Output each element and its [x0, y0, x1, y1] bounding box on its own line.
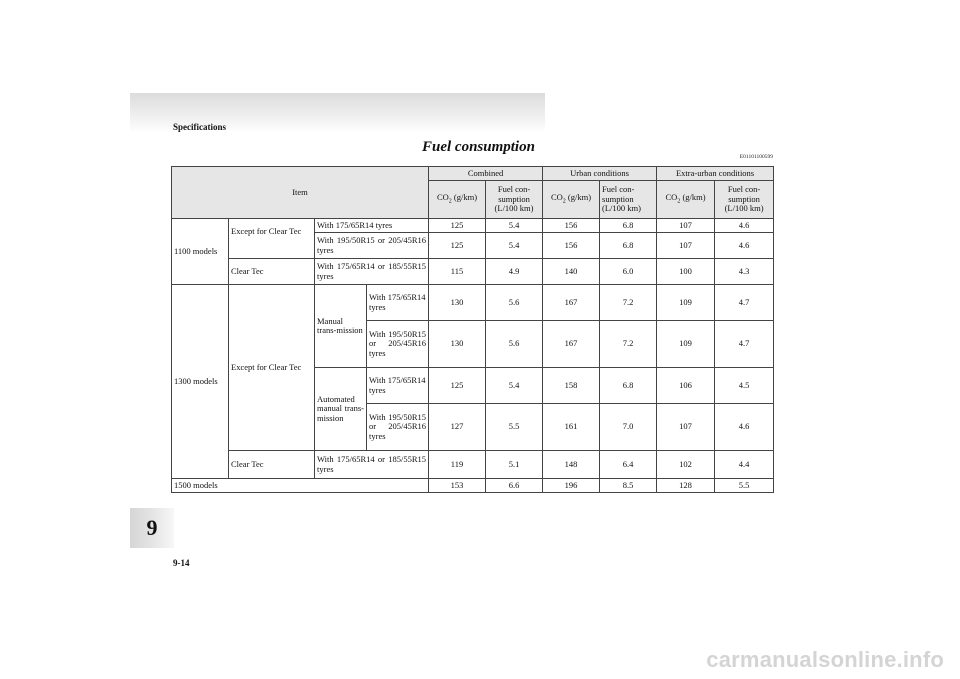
value-cell: 6.4 [600, 451, 657, 479]
tyre-label: With 195/50R15 or 205/45R16 tyres [367, 404, 429, 451]
tyre-label: With 175/65R14 tyres [315, 219, 429, 233]
table-row [172, 219, 774, 233]
value-cell: 6.0 [600, 259, 657, 285]
value-cell: 6.8 [600, 219, 657, 233]
value-cell: 7.2 [600, 285, 657, 321]
tyre-label: With 175/65R14 or 185/55R15 tyres [315, 259, 429, 285]
co2-header: $CO_2$ (g/km) [429, 181, 486, 219]
fuel-header: Fuel con- sumption (L/100 km) [715, 181, 774, 219]
table-row [172, 479, 774, 493]
value-cell: 119 [429, 451, 486, 479]
value-cell: 158 [543, 368, 600, 404]
value-cell: 4.4 [715, 451, 774, 479]
model-label: 1500 models [172, 479, 429, 493]
value-cell: 125 [429, 219, 486, 233]
value-cell: 100 [657, 259, 715, 285]
variant-label: Except for Clear Tec [229, 219, 315, 259]
variant-label: Clear Tec [229, 259, 315, 285]
value-cell: 130 [429, 321, 486, 368]
value-cell: 167 [543, 285, 600, 321]
value-cell: 107 [657, 233, 715, 259]
tyre-label: With 175/65R14 or 185/55R15 tyres [315, 451, 429, 479]
fuel-consumption-table [171, 166, 774, 493]
model-label: 1100 models [172, 219, 229, 285]
tyre-label: With 195/50R15 or 205/45R16 tyres [367, 321, 429, 368]
value-cell: 6.8 [600, 368, 657, 404]
value-cell: 5.4 [486, 368, 543, 404]
value-cell: 107 [657, 219, 715, 233]
value-cell: 140 [543, 259, 600, 285]
value-cell: 5.4 [486, 233, 543, 259]
value-cell: 153 [429, 479, 486, 493]
value-cell: 7.2 [600, 321, 657, 368]
value-cell: 5.5 [715, 479, 774, 493]
value-cell: 4.6 [715, 233, 774, 259]
watermark: carmanualsonline.info [706, 647, 944, 672]
value-cell: 4.3 [715, 259, 774, 285]
value-cell: 4.7 [715, 321, 774, 368]
value-cell: 5.5 [486, 404, 543, 451]
value-cell: 196 [543, 479, 600, 493]
value-cell: 167 [543, 321, 600, 368]
transmission-label: Manual trans-mission [315, 285, 367, 368]
value-cell: 125 [429, 233, 486, 259]
value-cell: 109 [657, 321, 715, 368]
value-cell: 4.6 [715, 404, 774, 451]
value-cell: 5.4 [486, 219, 543, 233]
value-cell: 161 [543, 404, 600, 451]
table-row [172, 451, 774, 479]
value-cell: 5.6 [486, 285, 543, 321]
value-cell: 156 [543, 219, 600, 233]
value-cell: 148 [543, 451, 600, 479]
variant-label: Clear Tec [229, 451, 315, 479]
section-label: Specifications [173, 122, 226, 132]
value-cell: 107 [657, 404, 715, 451]
value-cell: 7.0 [600, 404, 657, 451]
value-cell: 125 [429, 368, 486, 404]
value-cell: 128 [657, 479, 715, 493]
value-cell: 6.6 [486, 479, 543, 493]
value-cell: 4.6 [715, 219, 774, 233]
document-code: E01101100599 [739, 154, 773, 160]
table-row [172, 285, 774, 321]
value-cell: 5.1 [486, 451, 543, 479]
value-cell: 130 [429, 285, 486, 321]
value-cell: 109 [657, 285, 715, 321]
fuel-header: Fuel con- sumption (L/100 km) [486, 181, 543, 219]
fuel-header: Fuel con- sumption (L/100 km) [600, 181, 657, 219]
tyre-label: With 195/50R15 or 205/45R16 tyres [315, 233, 429, 259]
value-cell: 4.5 [715, 368, 774, 404]
chapter-tab: 9 [130, 508, 174, 548]
transmission-label: Automated manual trans-mission [315, 368, 367, 451]
value-cell: 6.8 [600, 233, 657, 259]
value-cell: 106 [657, 368, 715, 404]
value-cell: 127 [429, 404, 486, 451]
tyre-label: With 175/65R14 tyres [367, 285, 429, 321]
table-row [172, 259, 774, 285]
combined-header: Combined [429, 167, 543, 181]
value-cell: 4.9 [486, 259, 543, 285]
value-cell: 5.6 [486, 321, 543, 368]
value-cell: 102 [657, 451, 715, 479]
value-cell: 4.7 [715, 285, 774, 321]
page-title: Fuel consumption [422, 139, 535, 155]
value-cell: 115 [429, 259, 486, 285]
co2-header: $CO_2$ (g/km) [657, 181, 715, 219]
item-header: Item [172, 167, 429, 219]
co2-header: $CO_2$ (g/km) [543, 181, 600, 219]
variant-label: Except for Clear Tec [229, 285, 315, 451]
page-number: 9-14 [173, 558, 190, 568]
value-cell: 156 [543, 233, 600, 259]
value-cell: 8.5 [600, 479, 657, 493]
tyre-label: With 175/65R14 tyres [367, 368, 429, 404]
model-label: 1300 models [172, 285, 229, 479]
extra-urban-header: Extra-urban conditions [657, 167, 774, 181]
urban-header: Urban conditions [543, 167, 657, 181]
